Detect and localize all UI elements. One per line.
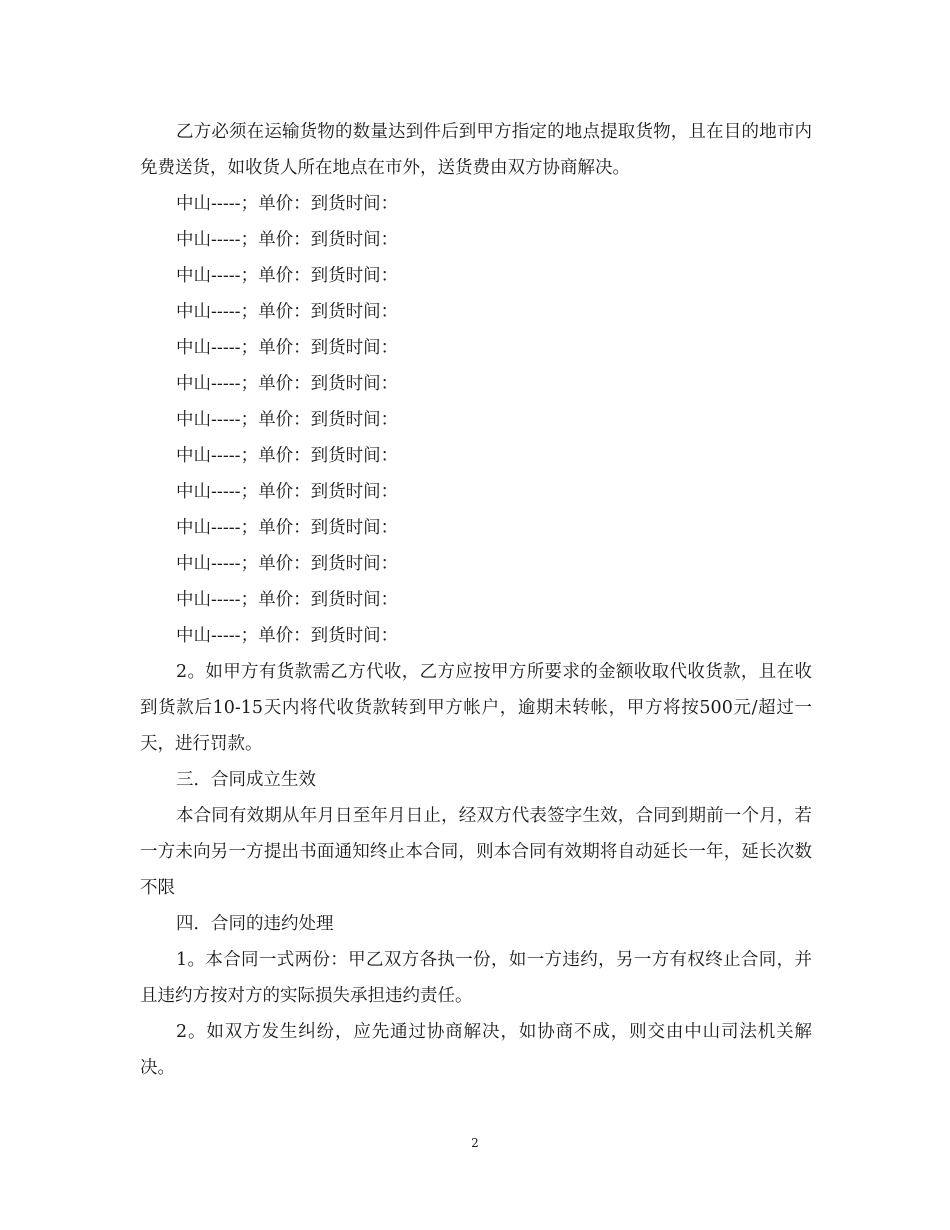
delivery-line: 中山-----；单价：到货时间： [176, 338, 399, 358]
delivery-line: 中山-----；单价：到货时间： [176, 482, 399, 502]
delivery-line: 中山-----；单价：到货时间： [176, 554, 399, 574]
delivery-line: 中山-----；单价：到货时间： [176, 302, 399, 322]
delivery-line: 中山-----；单价：到货时间： [176, 518, 399, 538]
section-heading-breach: 四．合同的违约处理 [176, 914, 334, 934]
delivery-line: 中山-----；单价：到货时间： [176, 410, 399, 430]
delivery-line: 中山-----；单价：到货时间： [176, 590, 399, 610]
delivery-line: 中山-----；单价：到货时间： [176, 194, 399, 214]
clause-copies-breach: 1。本合同一式两份：甲乙双方各执一份，如一方违约，另一方有权终止合同，并且违约方按对方的实际损失承担违约责任。 [140, 950, 812, 1006]
clause-dispute-resolution: 2。如双方发生纠纷，应先通过协商解决，如协商不成，则交由中山司法机关解决。 [140, 1022, 812, 1078]
delivery-line: 中山-----；单价：到货时间： [176, 446, 399, 466]
clause-collection-payment: 2。如甲方有货款需乙方代收，乙方应按甲方所要求的金额收取代收货款，且在收到货款后10-15天内将代收货款转到甲方帐户，逾期未转帐，甲方将按500元/超过一天，进行罚款。 [140, 662, 812, 754]
paragraph-pickup-terms: 乙方必须在运输货物的数量达到件后到甲方指定的地点提取货物，且在目的地市内免费送货，如收货人所在地点在市外，送货费由双方协商解决。 [140, 122, 812, 178]
page-number: 2 [471, 1136, 479, 1150]
delivery-list [140, 186, 812, 654]
section-body-effectiveness: 本合同有效期从年月日至年月日止，经双方代表签字生效，合同到期前一个月，若一方未向另一方提出书面通知终止本合同，则本合同有效期将自动延长一年，延长次数不限 [140, 806, 812, 898]
document-body [140, 114, 812, 1086]
delivery-line: 中山-----；单价：到货时间： [176, 374, 399, 394]
section-heading-effectiveness: 三．合同成立生效 [176, 770, 316, 790]
delivery-line: 中山-----；单价：到货时间： [176, 266, 399, 286]
delivery-line: 中山-----；单价：到货时间： [176, 230, 399, 250]
delivery-line: 中山-----；单价：到货时间： [176, 626, 399, 646]
